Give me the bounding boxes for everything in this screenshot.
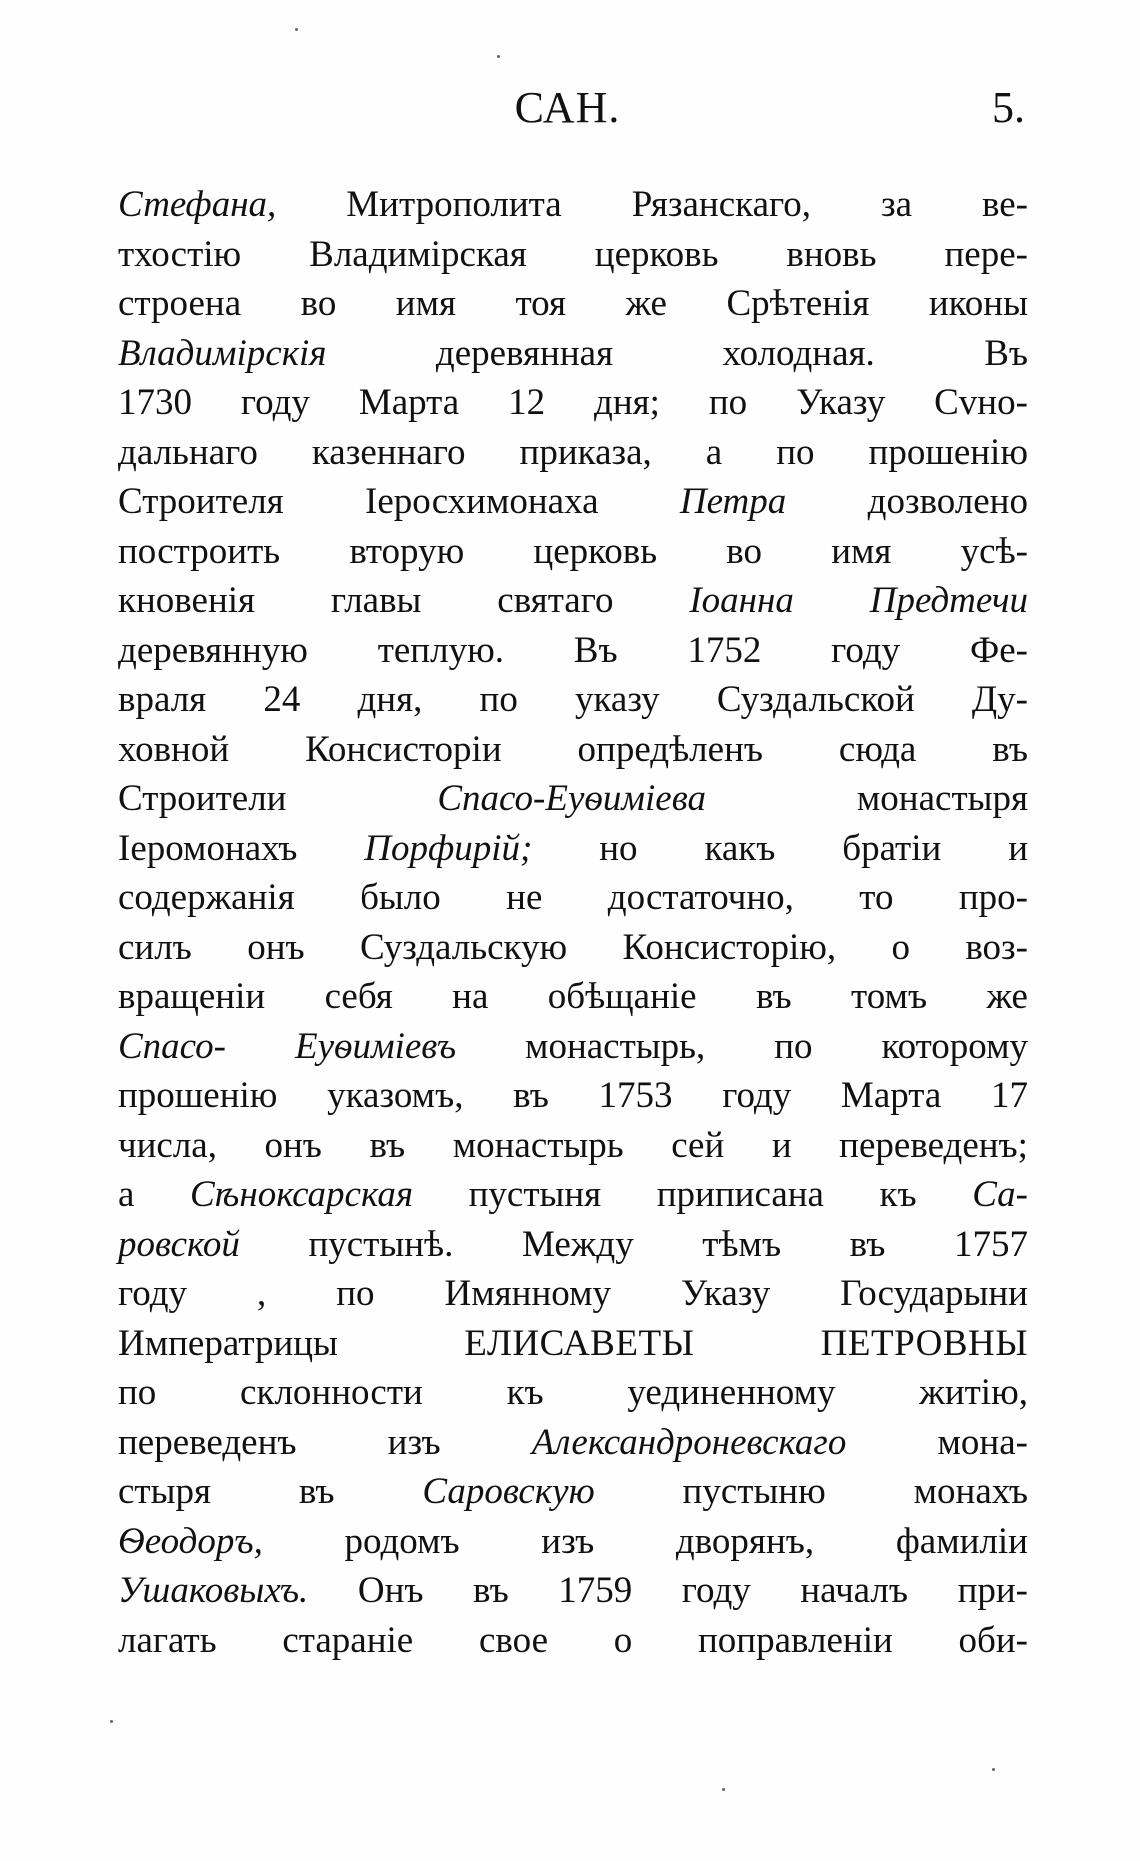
word: во [726, 530, 763, 572]
word: Са- [972, 1174, 1028, 1215]
word: дня, [357, 679, 423, 720]
word: усѣ- [960, 530, 1028, 572]
word: но [599, 827, 638, 869]
word: про- [958, 877, 1028, 918]
word: Строители [118, 778, 287, 819]
word: указомъ, [327, 1075, 464, 1116]
word: кновенія [118, 580, 256, 621]
word: а [118, 1174, 135, 1215]
word: мона- [937, 1421, 1028, 1463]
word: а [705, 431, 723, 473]
word: содержанія [118, 877, 295, 918]
word: въ [992, 728, 1028, 770]
word: церковь [533, 530, 658, 572]
word: началъ [800, 1570, 909, 1611]
text-line [118, 1616, 1028, 1666]
word: силъ [118, 926, 192, 968]
word: пере- [944, 233, 1028, 275]
word: прошенію [118, 1075, 278, 1116]
word: дальнаго [118, 431, 258, 473]
word: Ду- [971, 679, 1028, 720]
word: ЕЛИСАВЕТЫ [464, 1322, 695, 1364]
word: ровской [118, 1223, 240, 1265]
word: обѣщаніе [547, 976, 697, 1017]
word: въ [513, 1075, 549, 1116]
word: Консисторію, [622, 926, 837, 968]
text-line [118, 725, 1028, 775]
word: въ [369, 1124, 406, 1166]
word: Ушаковыхъ. [118, 1570, 309, 1611]
word: уединенному [627, 1372, 836, 1413]
scan-speck [295, 28, 298, 31]
word: враля [118, 679, 207, 720]
word: вращеніи [118, 976, 266, 1017]
word: Сvно- [934, 382, 1028, 423]
text-line [118, 477, 1028, 527]
word: Митрополита [346, 184, 562, 225]
word: онъ [247, 926, 305, 968]
word: 1752 [687, 629, 762, 671]
word: житію, [919, 1372, 1028, 1413]
word: о [891, 926, 910, 968]
text-line [118, 873, 1028, 923]
word: приписана [656, 1174, 824, 1215]
word: тоя [515, 283, 566, 324]
word: , [257, 1273, 267, 1314]
word: Ѳеодоръ, [118, 1520, 263, 1562]
text-line [118, 1022, 1028, 1072]
word: переведенъ; [839, 1124, 1028, 1166]
word: году [240, 382, 310, 423]
text-line [118, 1220, 1028, 1270]
text-line [118, 180, 1028, 230]
text-line [118, 1418, 1028, 1468]
word: строена [118, 283, 242, 324]
text-line [118, 675, 1028, 725]
word: и [771, 1124, 792, 1166]
word: Спасо- [118, 1025, 227, 1067]
text-line [118, 576, 1028, 626]
word: ховной [118, 728, 230, 770]
word: же [986, 976, 1028, 1017]
word: по [776, 431, 815, 473]
text-line [118, 1566, 1028, 1616]
text-line [118, 230, 1028, 280]
word: онъ [264, 1124, 322, 1166]
word: Саровскую [422, 1471, 595, 1512]
word: Срѣтенія [726, 283, 870, 324]
word: имя [831, 530, 892, 572]
word: дня; [594, 382, 660, 423]
word: же [625, 283, 667, 324]
word: въ [849, 1223, 886, 1265]
word: пустынѣ. [308, 1223, 454, 1265]
word: себя [324, 976, 393, 1017]
word: 12 [508, 382, 546, 423]
word: родомъ [344, 1520, 460, 1562]
word: Порфирій; [364, 827, 533, 869]
word: Строителя [118, 481, 284, 522]
word: свое [478, 1619, 548, 1661]
word: въ [755, 976, 792, 1017]
word: какъ [704, 827, 776, 869]
word: переведенъ [118, 1421, 297, 1463]
word: лагать [118, 1619, 217, 1661]
word: Марта [840, 1075, 942, 1116]
word: и [1008, 827, 1028, 869]
word: холодная. [722, 332, 875, 374]
word: числа, [118, 1124, 217, 1166]
word: указу [574, 679, 660, 720]
word: по [118, 1372, 157, 1413]
word: дозволено [867, 481, 1028, 522]
page-header [110, 82, 1025, 142]
word: по [708, 382, 748, 423]
word: братіи [842, 827, 942, 869]
word: опредѣленъ [577, 728, 764, 770]
word: Рязанскаго, [631, 184, 811, 225]
word: Марта [358, 382, 460, 423]
word: казеннаго [311, 431, 466, 473]
word: Владимірскія [118, 332, 327, 374]
word: Имянному [444, 1273, 611, 1314]
word: пустыня [468, 1174, 602, 1215]
word: 1753 [598, 1075, 673, 1116]
word: году [831, 629, 901, 671]
word: Іоанна [689, 580, 794, 621]
word: Предтечи [869, 580, 1028, 621]
text-line [118, 527, 1028, 577]
word: Стефана, [118, 184, 277, 225]
word: сюда [838, 728, 917, 770]
word: Суздальскую [359, 926, 568, 968]
word: о [613, 1619, 633, 1661]
word: приказа, [519, 431, 652, 473]
word: изъ [541, 1520, 595, 1562]
word: 1759 [558, 1570, 633, 1611]
word: Фе- [969, 629, 1028, 671]
word: Въ [573, 629, 618, 671]
scan-speck [497, 55, 500, 58]
word: построить [118, 530, 281, 572]
word: томъ [851, 976, 928, 1017]
word: Указу [680, 1273, 771, 1314]
word: Императрицы [118, 1322, 338, 1364]
word: не [506, 877, 543, 918]
text-line [118, 378, 1028, 428]
word: святаго [497, 580, 614, 621]
word: поправленіи [698, 1619, 893, 1661]
word: 1730 [118, 382, 192, 423]
word: Іеромонахъ [118, 827, 298, 869]
text-line [118, 1071, 1028, 1121]
word: имя [395, 283, 457, 324]
word: Между [521, 1223, 634, 1265]
word: по [479, 679, 518, 720]
word: въ [298, 1471, 335, 1512]
word: пустыню [682, 1471, 826, 1512]
text-line [118, 972, 1028, 1022]
word: вторую [349, 530, 465, 572]
word: стыря [118, 1471, 211, 1512]
word: Петра [679, 481, 787, 522]
body-text [118, 180, 1028, 1665]
word: склонности [240, 1372, 423, 1413]
word: Указу [796, 382, 886, 423]
word: было [360, 877, 441, 918]
word: Суздальской [716, 679, 915, 720]
word: 1757 [953, 1223, 1028, 1265]
text-line [118, 1319, 1028, 1369]
word: 24 [263, 679, 301, 720]
word: году [681, 1570, 751, 1611]
word: монастыря [856, 778, 1028, 819]
word: году [118, 1273, 188, 1314]
text-line [118, 1517, 1028, 1567]
scan-speck [992, 1768, 995, 1771]
word: въ [473, 1570, 509, 1611]
word: Еуѳиміевъ [294, 1025, 457, 1067]
word: Онъ [357, 1570, 424, 1611]
word: тхостію [118, 233, 242, 275]
word: монахъ [913, 1471, 1028, 1512]
word: Государыни [840, 1273, 1028, 1314]
text-line [118, 774, 1028, 824]
word: за [880, 184, 913, 225]
word: Владимірская [309, 233, 527, 275]
text-line [118, 1368, 1028, 1418]
text-line [118, 1467, 1028, 1517]
word: дворянъ, [675, 1520, 815, 1562]
word: воз- [965, 926, 1028, 968]
scan-speck [110, 1720, 113, 1723]
word: Спасо-Еуѳиміева [437, 778, 707, 819]
word: Сѣноксарская [189, 1174, 414, 1215]
word: теплую. [377, 629, 504, 671]
word: при- [957, 1570, 1028, 1611]
text-line [118, 626, 1028, 676]
word: по [336, 1273, 375, 1314]
word: деревянную [118, 629, 308, 671]
word: ве- [981, 184, 1028, 225]
word: главы [330, 580, 422, 621]
word: 17 [991, 1075, 1028, 1116]
word: монастырь [452, 1124, 624, 1166]
text-line [118, 923, 1028, 973]
word: деревянная [435, 332, 614, 374]
word: иконы [928, 283, 1028, 324]
text-line [118, 824, 1028, 874]
word: Іеросхимонаха [365, 481, 599, 522]
word: по [774, 1025, 813, 1067]
word: тѣмъ [702, 1223, 782, 1265]
word: Александроневскаго [531, 1421, 847, 1463]
running-head: САН. [514, 83, 621, 132]
word: ПЕТРОВНЫ [820, 1322, 1028, 1364]
word: къ [879, 1174, 917, 1215]
text-line [118, 329, 1028, 379]
word: которому [881, 1025, 1028, 1067]
page-number: 5. [992, 83, 1025, 132]
word: во [300, 283, 337, 324]
word: достаточно, [607, 877, 794, 918]
word: сей [671, 1124, 725, 1166]
text-line [118, 1170, 1028, 1220]
word: изъ [387, 1421, 441, 1463]
word: то [859, 877, 894, 918]
text-line [118, 428, 1028, 478]
text-line [118, 279, 1028, 329]
word: Консисторіи [305, 728, 502, 770]
word: монастырь, [525, 1025, 706, 1067]
word: стараніе [282, 1619, 414, 1661]
text-line [118, 1269, 1028, 1319]
word: на [452, 976, 489, 1017]
word: оби- [958, 1619, 1028, 1661]
scan-speck [722, 1788, 725, 1791]
word: церковь [594, 233, 719, 275]
text-line [118, 1121, 1028, 1171]
word: вновь [786, 233, 877, 275]
word: фамиліи [895, 1520, 1028, 1562]
word: Въ [984, 332, 1028, 374]
word: къ [506, 1372, 544, 1413]
word: прошенію [868, 431, 1028, 473]
word: году [722, 1075, 792, 1116]
